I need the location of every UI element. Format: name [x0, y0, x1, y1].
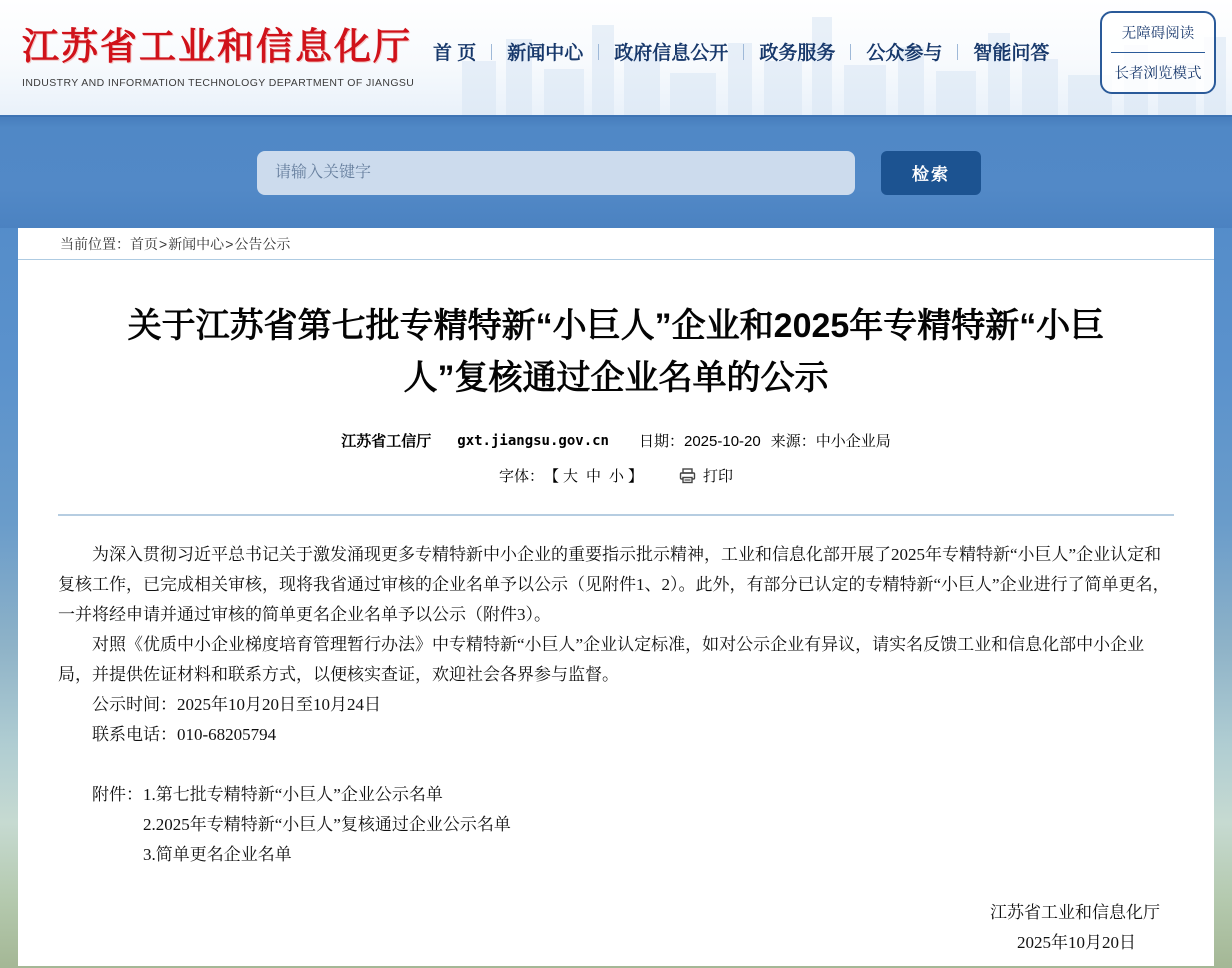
article-body [58, 540, 1174, 958]
attachment-link-3[interactable]: 3.简单更名企业名单 [143, 845, 292, 864]
attachments-block [58, 780, 1174, 870]
attachments-label: 附件： [92, 785, 143, 804]
font-size-small-button[interactable]: 小 [609, 468, 625, 485]
accessibility-box [1100, 11, 1216, 94]
article-date: 日期：2025-10-20 [638, 433, 761, 450]
nav-item-news[interactable]: 新闻中心 [507, 43, 584, 64]
breadcrumb-item-news[interactable]: 新闻中心 [168, 236, 225, 252]
breadcrumb-item-notices[interactable]: 公告公示 [234, 236, 291, 252]
article-meta [58, 430, 1174, 451]
font-size-open-bracket: 【 [543, 468, 559, 485]
print-button[interactable] [679, 465, 733, 486]
attachment-link-1[interactable]: 1.第七批专精特新“小巨人”企业公示名单 [143, 785, 443, 804]
breadcrumb-separator: > [225, 236, 234, 252]
article-divider [58, 514, 1174, 516]
content-card [18, 228, 1214, 966]
font-size-close-bracket: 】 [628, 468, 644, 485]
contact-phone-line: 联系电话：010-68205794 [92, 725, 277, 744]
site-header [0, 0, 1232, 117]
nav-item-gov-info[interactable]: 政府信息公开 [614, 43, 729, 64]
attachment-link-2[interactable]: 2.2025年专精特新“小巨人”复核通过企业公示名单 [143, 815, 511, 834]
search-banner [0, 117, 1232, 228]
nav-item-public-participation[interactable]: 公众参与 [866, 43, 943, 64]
search-input[interactable] [257, 151, 855, 195]
elder-mode-button[interactable]: 长者浏览模式 [1114, 66, 1202, 82]
article-paragraph: 对照《优质中小企业梯度培育管理暂行办法》中专精特新“小巨人”企业认定标准，如对公示企业有异议，请实名反馈工业和信息化部中小企业局，并提供佐证材料和联系方式，以便核实查证，欢迎社会各界参与监督。 [58, 635, 1145, 684]
print-label: 打印 [703, 468, 734, 485]
printer-icon [679, 468, 696, 484]
nav-item-home[interactable]: 首 页 [433, 43, 477, 64]
search-bar [257, 151, 981, 195]
font-size-medium-button[interactable]: 中 [585, 468, 601, 485]
accessible-reading-button[interactable]: 无障碍阅读 [1121, 26, 1195, 42]
breadcrumb-item-home[interactable]: 首页 [130, 236, 158, 252]
article-title: 关于江苏省第七批专精特新“小巨人”企业和2025年专精特新“小巨人”复核通过企业名单的公示 [127, 307, 1105, 397]
breadcrumb-label: 当前位置： [60, 236, 130, 252]
signature-block [58, 898, 1174, 958]
article-paragraph: 为深入贯彻习近平总书记关于激发涌现更多专精特新中小企业的重要指示批示精神，工业和信息化部开展了2025年专精特新“小巨人”企业认定和复核工作，已完成相关审核，现将我省通过审核的企业名单予以公示（见附件1、2）。此外，有部分已认定的专精特新“小巨人”企业进行了简单更名，一并将经申请并通过审核的简单更名企业名单予以公示（附件3）。 [58, 545, 1170, 624]
font-size-label: 字体： [498, 468, 544, 485]
signature-date: 2025年10月20日 [1017, 933, 1136, 952]
attachments-list [143, 780, 511, 870]
font-size-large-button[interactable]: 大 [562, 468, 578, 485]
breadcrumb-separator: > [159, 236, 168, 252]
site-logo[interactable] [22, 16, 414, 89]
main-nav [418, 38, 1064, 65]
site-logo-title: 江苏省工业和信息化厅 [22, 26, 412, 67]
notice-time-line: 公示时间：2025年10月20日至10月24日 [92, 695, 381, 714]
article [18, 300, 1214, 958]
nav-item-smart-qa[interactable]: 智能问答 [973, 43, 1050, 64]
nav-item-gov-service[interactable]: 政务服务 [759, 43, 836, 64]
article-site-url[interactable]: gxt.jiangsu.gov.cn [457, 432, 609, 449]
article-source-name: 江苏省工信厅 [341, 433, 432, 450]
search-button[interactable]: 检索 [881, 151, 981, 195]
article-toolbar [58, 465, 1174, 486]
breadcrumb [18, 228, 1214, 260]
site-logo-subtitle: INDUSTRY AND INFORMATION TECHNOLOGY DEPARTMENT OF JIANGSU [22, 77, 415, 89]
article-origin: 来源：中小企业局 [770, 433, 891, 450]
signature-name: 江苏省工业和信息化厅 [990, 903, 1160, 922]
